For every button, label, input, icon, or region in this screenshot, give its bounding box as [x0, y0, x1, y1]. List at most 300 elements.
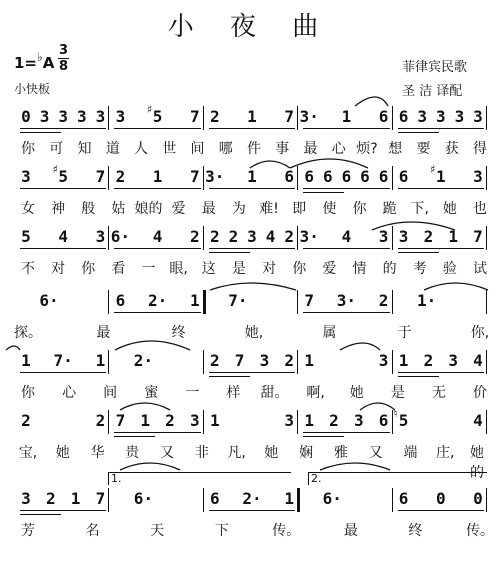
lyric-syllable: 甜。: [260, 385, 289, 401]
note: 2: [209, 107, 220, 126]
barline: [203, 488, 204, 512]
slur: [424, 283, 488, 290]
barline: [392, 290, 393, 314]
lyric-syllable: 情: [352, 261, 367, 277]
note: 0: [473, 489, 483, 508]
note: 2: [284, 351, 295, 370]
note: 1: [284, 489, 295, 508]
note: 4: [152, 227, 163, 246]
note: 6·: [133, 489, 154, 508]
note: 3: [259, 351, 270, 370]
note: 2: [423, 227, 434, 246]
lyric-syllable: 心: [62, 385, 77, 401]
note: 3·: [299, 227, 319, 246]
note: 1·: [416, 291, 437, 310]
note: 1: [189, 291, 200, 310]
beam-line: [398, 376, 439, 377]
barline: [297, 226, 298, 250]
note: 6: [398, 107, 409, 126]
barline: [486, 290, 487, 314]
note: 3: [435, 107, 446, 126]
beam-line: [303, 128, 389, 129]
note: 6: [378, 107, 389, 126]
beam-line: [398, 252, 439, 253]
sharp-icon: ♯: [146, 103, 153, 116]
note: 1: [140, 411, 151, 430]
key-signature: [14, 50, 54, 72]
lyric-syllable: 爱: [322, 261, 337, 277]
barline: [297, 166, 298, 190]
note: 1: [70, 489, 81, 508]
lyric-syllable: 属: [322, 325, 337, 341]
lyric-syllable: 验: [442, 261, 457, 277]
lyric-syllable: 间: [190, 141, 205, 157]
lyric-syllable: 样: [226, 385, 241, 401]
lyric-syllable: 庄,: [435, 445, 455, 461]
lyric-syllable: 烦?: [356, 141, 378, 157]
lyric-syllable: 件: [247, 141, 261, 157]
note: 2: [165, 411, 175, 430]
beam-line: [20, 514, 61, 515]
translator-credit: 圣 洁 译配: [402, 84, 463, 99]
slur: [360, 403, 395, 410]
beam-line: [303, 432, 389, 433]
lyric-syllable: 下: [214, 523, 229, 539]
lyrics-row: [0, 258, 500, 276]
lyric-syllable: 宝,: [18, 445, 38, 461]
note: 2: [45, 489, 56, 508]
lyric-syllable: 试: [473, 261, 487, 277]
barline: [203, 350, 204, 374]
barline: [108, 106, 109, 130]
notation-row: [0, 163, 500, 190]
note: 1: [21, 351, 31, 370]
lyric-syllable: 她: [264, 445, 279, 461]
lyric-syllable: 非: [194, 445, 209, 461]
barline: [203, 410, 204, 434]
note: 6: [398, 167, 409, 186]
barline: [486, 166, 487, 190]
lyric-syllable: 哪: [218, 141, 233, 157]
beam-line: [114, 436, 155, 437]
lyric-syllable: 你: [21, 141, 35, 157]
beam-line: [398, 248, 484, 249]
note: 6: [378, 411, 389, 430]
lyric-syllable: 对: [51, 261, 66, 277]
lyric-syllable: 终: [171, 325, 186, 341]
slur: [6, 346, 20, 350]
time-signature-top: 3: [58, 43, 69, 58]
song-title: 小 夜 曲: [167, 12, 333, 42]
lyric-syllable: 你,: [470, 325, 490, 341]
note: 4: [473, 411, 483, 430]
first-ending-bracket: 1.: [108, 472, 291, 485]
note: 3: [378, 351, 389, 370]
barline: [297, 106, 298, 130]
lyric-syllable: 心: [331, 141, 346, 157]
note: 2: [21, 411, 31, 430]
notation-row: [0, 352, 500, 374]
note: 1: [95, 351, 106, 370]
barline: [486, 106, 487, 130]
note: 3: [417, 107, 428, 126]
beam-line: [398, 510, 484, 511]
note: 3: [21, 167, 31, 186]
notation-row: [0, 490, 500, 512]
note: 2: [209, 351, 220, 370]
note: 6: [360, 167, 370, 186]
lyric-syllable: 人: [134, 141, 148, 157]
slur: [340, 343, 380, 350]
note: 7·: [53, 351, 73, 370]
note: 3: [58, 107, 69, 126]
note: 1: [448, 227, 459, 246]
lyric-syllable: 又: [160, 445, 175, 461]
notation-row: [0, 292, 500, 314]
lyric-syllable: 无: [431, 385, 446, 401]
lyric-syllable: 她: [442, 201, 457, 217]
barline: [486, 226, 487, 250]
note: 2: [228, 227, 239, 246]
repeat-barline: [203, 290, 206, 314]
note: 2·: [242, 489, 262, 508]
note: 7: [115, 411, 126, 430]
lyric-syllable: 终: [408, 523, 423, 539]
note: 4: [265, 227, 276, 246]
note: 2: [115, 167, 126, 186]
lyric-syllable: 你: [21, 385, 35, 401]
note: 7: [304, 291, 315, 310]
note: 3: [454, 107, 465, 126]
lyric-syllable: 端: [403, 445, 418, 461]
lyric-syllable: 考: [412, 261, 427, 277]
note: 2: [329, 411, 339, 430]
note: 2: [189, 227, 200, 246]
lyric-syllable: 是: [231, 261, 246, 277]
beam-line: [114, 188, 200, 189]
note: 3: [39, 107, 50, 126]
barline: [297, 410, 298, 434]
note: 3: [398, 227, 409, 246]
beam-line: [303, 312, 389, 313]
lyric-syllable: 啊,: [306, 385, 325, 401]
barline: [392, 350, 393, 374]
song-origin: 菲律宾民歌: [402, 60, 468, 75]
beam-line: [398, 128, 484, 129]
lyric-syllable: 娴: [299, 445, 314, 461]
slur: [320, 463, 390, 470]
lyric-syllable: 间: [103, 385, 118, 401]
lyric-syllable: 名: [85, 523, 100, 539]
note: 2: [423, 351, 434, 370]
lyric-syllable: 你: [81, 261, 96, 277]
barline: [108, 488, 109, 512]
note: 6·: [39, 291, 59, 310]
lyric-syllable: 她的: [470, 445, 484, 481]
barline: [392, 166, 393, 190]
lyric-syllable: 雅: [333, 445, 348, 461]
lyric-syllable: 想: [388, 141, 403, 157]
note: 3: [95, 227, 106, 246]
lyric-syllable: 爱: [171, 201, 186, 217]
slur: [120, 403, 170, 410]
note: 3: [95, 107, 106, 126]
note: 3: [473, 167, 483, 186]
note: 6·: [322, 489, 342, 508]
beam-line: [209, 510, 295, 511]
note: 1: [435, 167, 446, 186]
barline: [392, 106, 393, 130]
beam-line: [398, 132, 439, 133]
lyric-syllable: 知: [77, 141, 92, 157]
note: 2: [95, 411, 106, 430]
notation-row: [0, 103, 500, 130]
note: 6: [341, 167, 352, 186]
note: 1: [209, 411, 220, 430]
note: 2: [209, 227, 220, 246]
note: 7: [189, 107, 200, 126]
barline: [392, 226, 393, 250]
barline: [297, 350, 298, 374]
note: 7: [95, 167, 106, 186]
beam-line: [20, 128, 106, 129]
beam-line: [114, 312, 200, 313]
note: 6: [115, 291, 126, 310]
lyric-syllable: 眼,: [169, 261, 188, 277]
beam-line: [303, 188, 389, 189]
lyric-syllable: 芳: [21, 523, 35, 539]
time-signature-bottom: 8: [58, 59, 69, 74]
natural-icon: ♮: [393, 407, 398, 420]
note: 2·: [133, 351, 154, 370]
note: 3: [378, 227, 389, 246]
lyric-syllable: 最: [303, 141, 318, 157]
barline: [486, 488, 487, 512]
note: 3: [21, 489, 31, 508]
beam-line: [20, 372, 106, 373]
flat-icon: ♭: [37, 50, 43, 64]
note: 3·: [336, 291, 357, 310]
note: 3: [353, 411, 364, 430]
lyric-syllable: 这: [201, 261, 216, 277]
beam-line: [209, 248, 295, 249]
slur: [115, 341, 190, 350]
note: 2: [284, 227, 295, 246]
barline: [108, 290, 109, 314]
note: 7: [95, 489, 106, 508]
beam-line: [20, 132, 61, 133]
slur: [120, 463, 180, 470]
lyric-syllable: 一: [185, 385, 200, 401]
lyric-syllable: 般: [81, 201, 96, 217]
barline: [108, 166, 109, 190]
note: 7: [284, 107, 295, 126]
note: 1: [304, 411, 315, 430]
lyrics-row: [0, 322, 500, 340]
beam-line: [114, 128, 200, 129]
lyric-syllable: 最: [343, 523, 358, 539]
note: 4: [58, 227, 69, 246]
lyrics-row: [0, 138, 500, 156]
lyric-syllable: 她: [349, 385, 364, 401]
notation-row: [0, 228, 500, 250]
lyric-syllable: 的: [382, 261, 397, 277]
note: 1: [398, 351, 409, 370]
lyric-syllable: 可: [49, 141, 64, 157]
tempo-marking: 小快板: [14, 82, 51, 96]
lyric-syllable: 娘的: [134, 201, 163, 217]
lyric-syllable: 是: [390, 385, 405, 401]
lyrics-row: [0, 198, 500, 216]
note: 6: [398, 489, 409, 508]
second-ending-bracket: 2.: [308, 472, 487, 485]
lyric-syllable: 华: [90, 445, 105, 461]
note: 6: [284, 167, 295, 186]
beam-line: [303, 436, 344, 437]
note: 1: [152, 167, 163, 186]
lyric-syllable: 女: [21, 201, 35, 217]
note: 7: [473, 227, 483, 246]
note: 4: [473, 351, 483, 370]
note: 2·: [147, 291, 168, 310]
note: 6: [209, 489, 220, 508]
lyric-syllable: 世: [162, 141, 177, 157]
lyric-syllable: 不: [21, 261, 35, 277]
note: 0: [435, 489, 446, 508]
note: 1: [341, 107, 352, 126]
lyric-syllable: 最: [96, 325, 111, 341]
note: 1: [304, 351, 315, 370]
beam-line: [209, 372, 295, 373]
beam-line: [303, 248, 389, 249]
lyric-syllable: 传。: [466, 523, 494, 539]
beam-line: [114, 248, 200, 249]
lyric-syllable: 跪: [382, 201, 397, 217]
lyric-syllable: 凡,: [227, 445, 246, 461]
lyrics-row: [0, 382, 500, 400]
lyric-syllable: 你: [352, 201, 367, 217]
barline: [203, 106, 204, 130]
barline: [392, 410, 393, 434]
beam-line: [20, 248, 106, 249]
lyric-syllable: 一: [141, 261, 156, 277]
beam-line: [209, 252, 250, 253]
lyric-syllable: 蜜: [144, 385, 159, 401]
sharp-icon: ♯: [430, 163, 436, 176]
key-prefix: 1=: [14, 54, 38, 72]
beam-line: [20, 188, 106, 189]
lyric-syllable: 即: [292, 201, 307, 217]
lyric-syllable: 也: [473, 201, 487, 217]
lyric-syllable: 你: [292, 261, 307, 277]
key-letter: A: [42, 54, 55, 72]
sharp-icon: ♯: [52, 163, 58, 176]
barline: [108, 410, 109, 434]
lyric-syllable: 要: [416, 141, 431, 157]
notation-row: [0, 407, 500, 434]
note: 6: [304, 167, 315, 186]
note: 3: [284, 411, 295, 430]
note: 5: [21, 227, 31, 246]
lyric-syllable: 得: [473, 141, 487, 157]
note: 0: [21, 107, 31, 126]
note: 5: [398, 411, 409, 430]
note: 3: [247, 227, 257, 246]
lyric-syllable: 使: [322, 201, 337, 217]
barline: [203, 166, 204, 190]
lyric-syllable: 最: [201, 201, 216, 217]
note: 3·: [299, 107, 319, 126]
lyric-syllable: 为: [231, 201, 246, 217]
lyric-syllable: 贵: [125, 445, 140, 461]
note: 5: [58, 167, 69, 186]
lyric-syllable: 又: [368, 445, 383, 461]
beam-line: [398, 372, 484, 373]
note: 7·: [228, 291, 248, 310]
beam-line: [398, 188, 484, 189]
lyric-syllable: 天: [150, 523, 165, 539]
repeat-barline: [297, 488, 300, 512]
note: 2: [378, 291, 389, 310]
barline: [486, 350, 487, 374]
barline: [108, 226, 109, 250]
note: 3·: [205, 167, 225, 186]
lyric-syllable: 价: [473, 385, 487, 401]
beam-line: [209, 128, 295, 129]
lyric-syllable: 下,: [410, 201, 429, 217]
beam-line: [114, 432, 200, 433]
slur: [355, 97, 388, 106]
note: 7: [234, 351, 245, 370]
barline: [108, 350, 109, 374]
lyric-syllable: 事: [275, 141, 290, 157]
slur: [210, 283, 296, 290]
time-signature: [58, 44, 69, 73]
barline: [203, 226, 204, 250]
lyric-syllable: 道: [105, 141, 120, 157]
barline: [392, 488, 393, 512]
note: 3: [76, 107, 87, 126]
lyric-syllable: 她: [55, 445, 70, 461]
note: 5: [152, 107, 163, 126]
note: 3: [473, 107, 483, 126]
lyric-syllable: 姑: [111, 201, 126, 217]
beam-line: [209, 188, 295, 189]
note: 1: [247, 107, 257, 126]
lyric-syllable: 获: [444, 141, 459, 157]
lyric-syllable: 探。: [14, 325, 42, 341]
note: 6: [322, 167, 333, 186]
lyric-syllable: 难!: [259, 201, 279, 217]
beam-line: [209, 376, 250, 377]
note: 4: [341, 227, 352, 246]
note: 7: [189, 167, 200, 186]
lyric-syllable: 对: [262, 261, 277, 277]
note: 1: [247, 167, 257, 186]
lyrics-row: [0, 520, 500, 538]
lyric-syllable: 于: [397, 325, 412, 341]
lyric-syllable: 她,: [244, 325, 264, 341]
note: 3: [448, 351, 459, 370]
lyric-syllable: 看: [111, 261, 126, 277]
note: 6: [378, 167, 389, 186]
lyrics-row: [0, 442, 500, 481]
note: 3: [115, 107, 126, 126]
beam-line: [20, 510, 106, 511]
lyric-syllable: 神: [51, 201, 66, 217]
note: 3: [189, 411, 200, 430]
barline: [486, 410, 487, 434]
